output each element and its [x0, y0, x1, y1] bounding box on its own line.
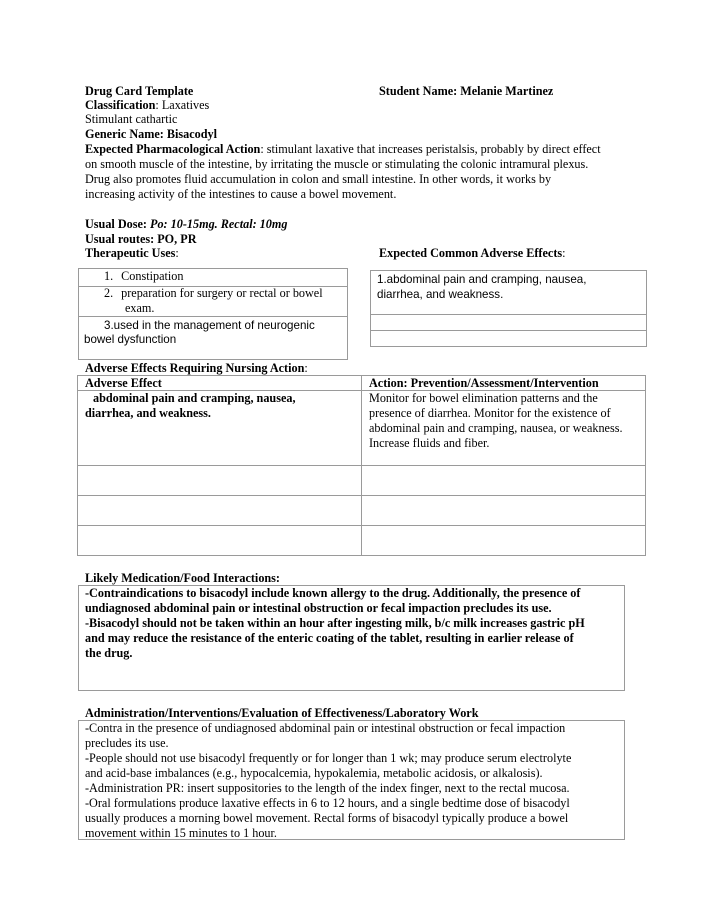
- therapeutic-item-3: 3.used in the management of neurogenic: [104, 319, 315, 332]
- common-adverse-heading: Expected Common Adverse Effects:: [379, 246, 566, 260]
- usual-routes: Usual routes: PO, PR: [85, 232, 197, 246]
- nursing-action-heading: Adverse Effects Requiring Nursing Action:: [85, 361, 308, 375]
- classification: Classification: Laxatives: [85, 98, 210, 112]
- usual-dose: Usual Dose: Po: 10-15mg. Rectal: 10mg: [85, 217, 288, 231]
- interactions-text: -Contraindications to bisacodyl include known allergy to the drug. Additionally, the presence of undiagnosed abdominal pain or intestinal obstruction or fecal impaction precludes its use. -Bisacodyl should not be taken within an hour after ingesting milk, b/c milk increases gastric pH and may reduce the resistance of the enteric coating of the tablet, resulting in earlier release of the drug.: [85, 586, 585, 660]
- therapeutic-uses-heading: Therapeutic Uses:: [85, 246, 179, 260]
- administration-text: -Contra in the presence of undiagnosed abdominal pain or intestinal obstruction or fecal impaction precludes its use. -People should not use bisacodyl frequently or for longer than 1 wk; may produce serum electrolyte and acid-base imbalances (e.g., hypocalcemia, hypokalemia, metabolic acidosis, or alkalosis). -Administration PR: insert suppositories to the length of the index finger, next to the rectal mucosa. -Oral formulations produce laxative effects in 6 to 12 hours, and a single bedtime dose of bisacodyl usually produces a morning bowel movement. Rectal forms of bisacodyl typically produce a bowel movement within 15 minutes to 1 hour.: [85, 721, 572, 840]
- divider: [370, 314, 647, 315]
- document-title: Drug Card Template: [85, 84, 194, 98]
- therapeutic-item-2-cont: exam.: [125, 301, 155, 315]
- generic-name: Generic Name: Bisacodyl: [85, 127, 218, 141]
- divider: [77, 465, 646, 466]
- interactions-heading: Likely Medication/Food Interactions:: [85, 571, 280, 585]
- divider: [77, 495, 646, 496]
- administration-heading: Administration/Interventions/Evaluation of Effectiveness/Laboratory Work: [85, 706, 479, 720]
- action-cell: Monitor for bowel elimination patterns and the presence of diarrhea. Monitor for the existence of abdominal pain and cramping, nausea, or weakness. Increase fluids and fiber.: [369, 391, 623, 450]
- therapeutic-item-2: 2. preparation for surgery or rectal or bowel: [104, 286, 323, 300]
- common-adverse-line-2: diarrhea, and weakness.: [377, 288, 504, 301]
- divider: [77, 525, 646, 526]
- adverse-effect-cell-cont: diarrhea, and weakness.: [85, 406, 211, 420]
- column-header-effect: Adverse Effect: [85, 376, 162, 390]
- divider: [370, 330, 647, 331]
- pharmacological-action: Expected Pharmacological Action: stimulant laxative that increases peristalsis, probably by direct effect on smooth muscle of the intestine, by irritating the muscle or stimulating the colonic intramural plexus. Drug also promotes fluid accumulation in colon and small intestine. In other words, it works by increasing activity of the intestines to cause a bowel movement.: [85, 142, 601, 201]
- therapeutic-item-1: 1. Constipation: [104, 269, 184, 283]
- divider: [78, 316, 348, 317]
- column-header-action: Action: Prevention/Assessment/Intervention: [369, 376, 599, 390]
- adverse-effect-cell: abdominal pain and cramping, nausea,: [93, 391, 296, 405]
- common-adverse-line-1: 1.abdominal pain and cramping, nausea,: [377, 273, 587, 286]
- student-name: Student Name: Melanie Martinez: [379, 84, 554, 98]
- therapeutic-item-3-cont: bowel dysfunction: [84, 333, 177, 346]
- classification-subvalue: Stimulant cathartic: [85, 112, 178, 126]
